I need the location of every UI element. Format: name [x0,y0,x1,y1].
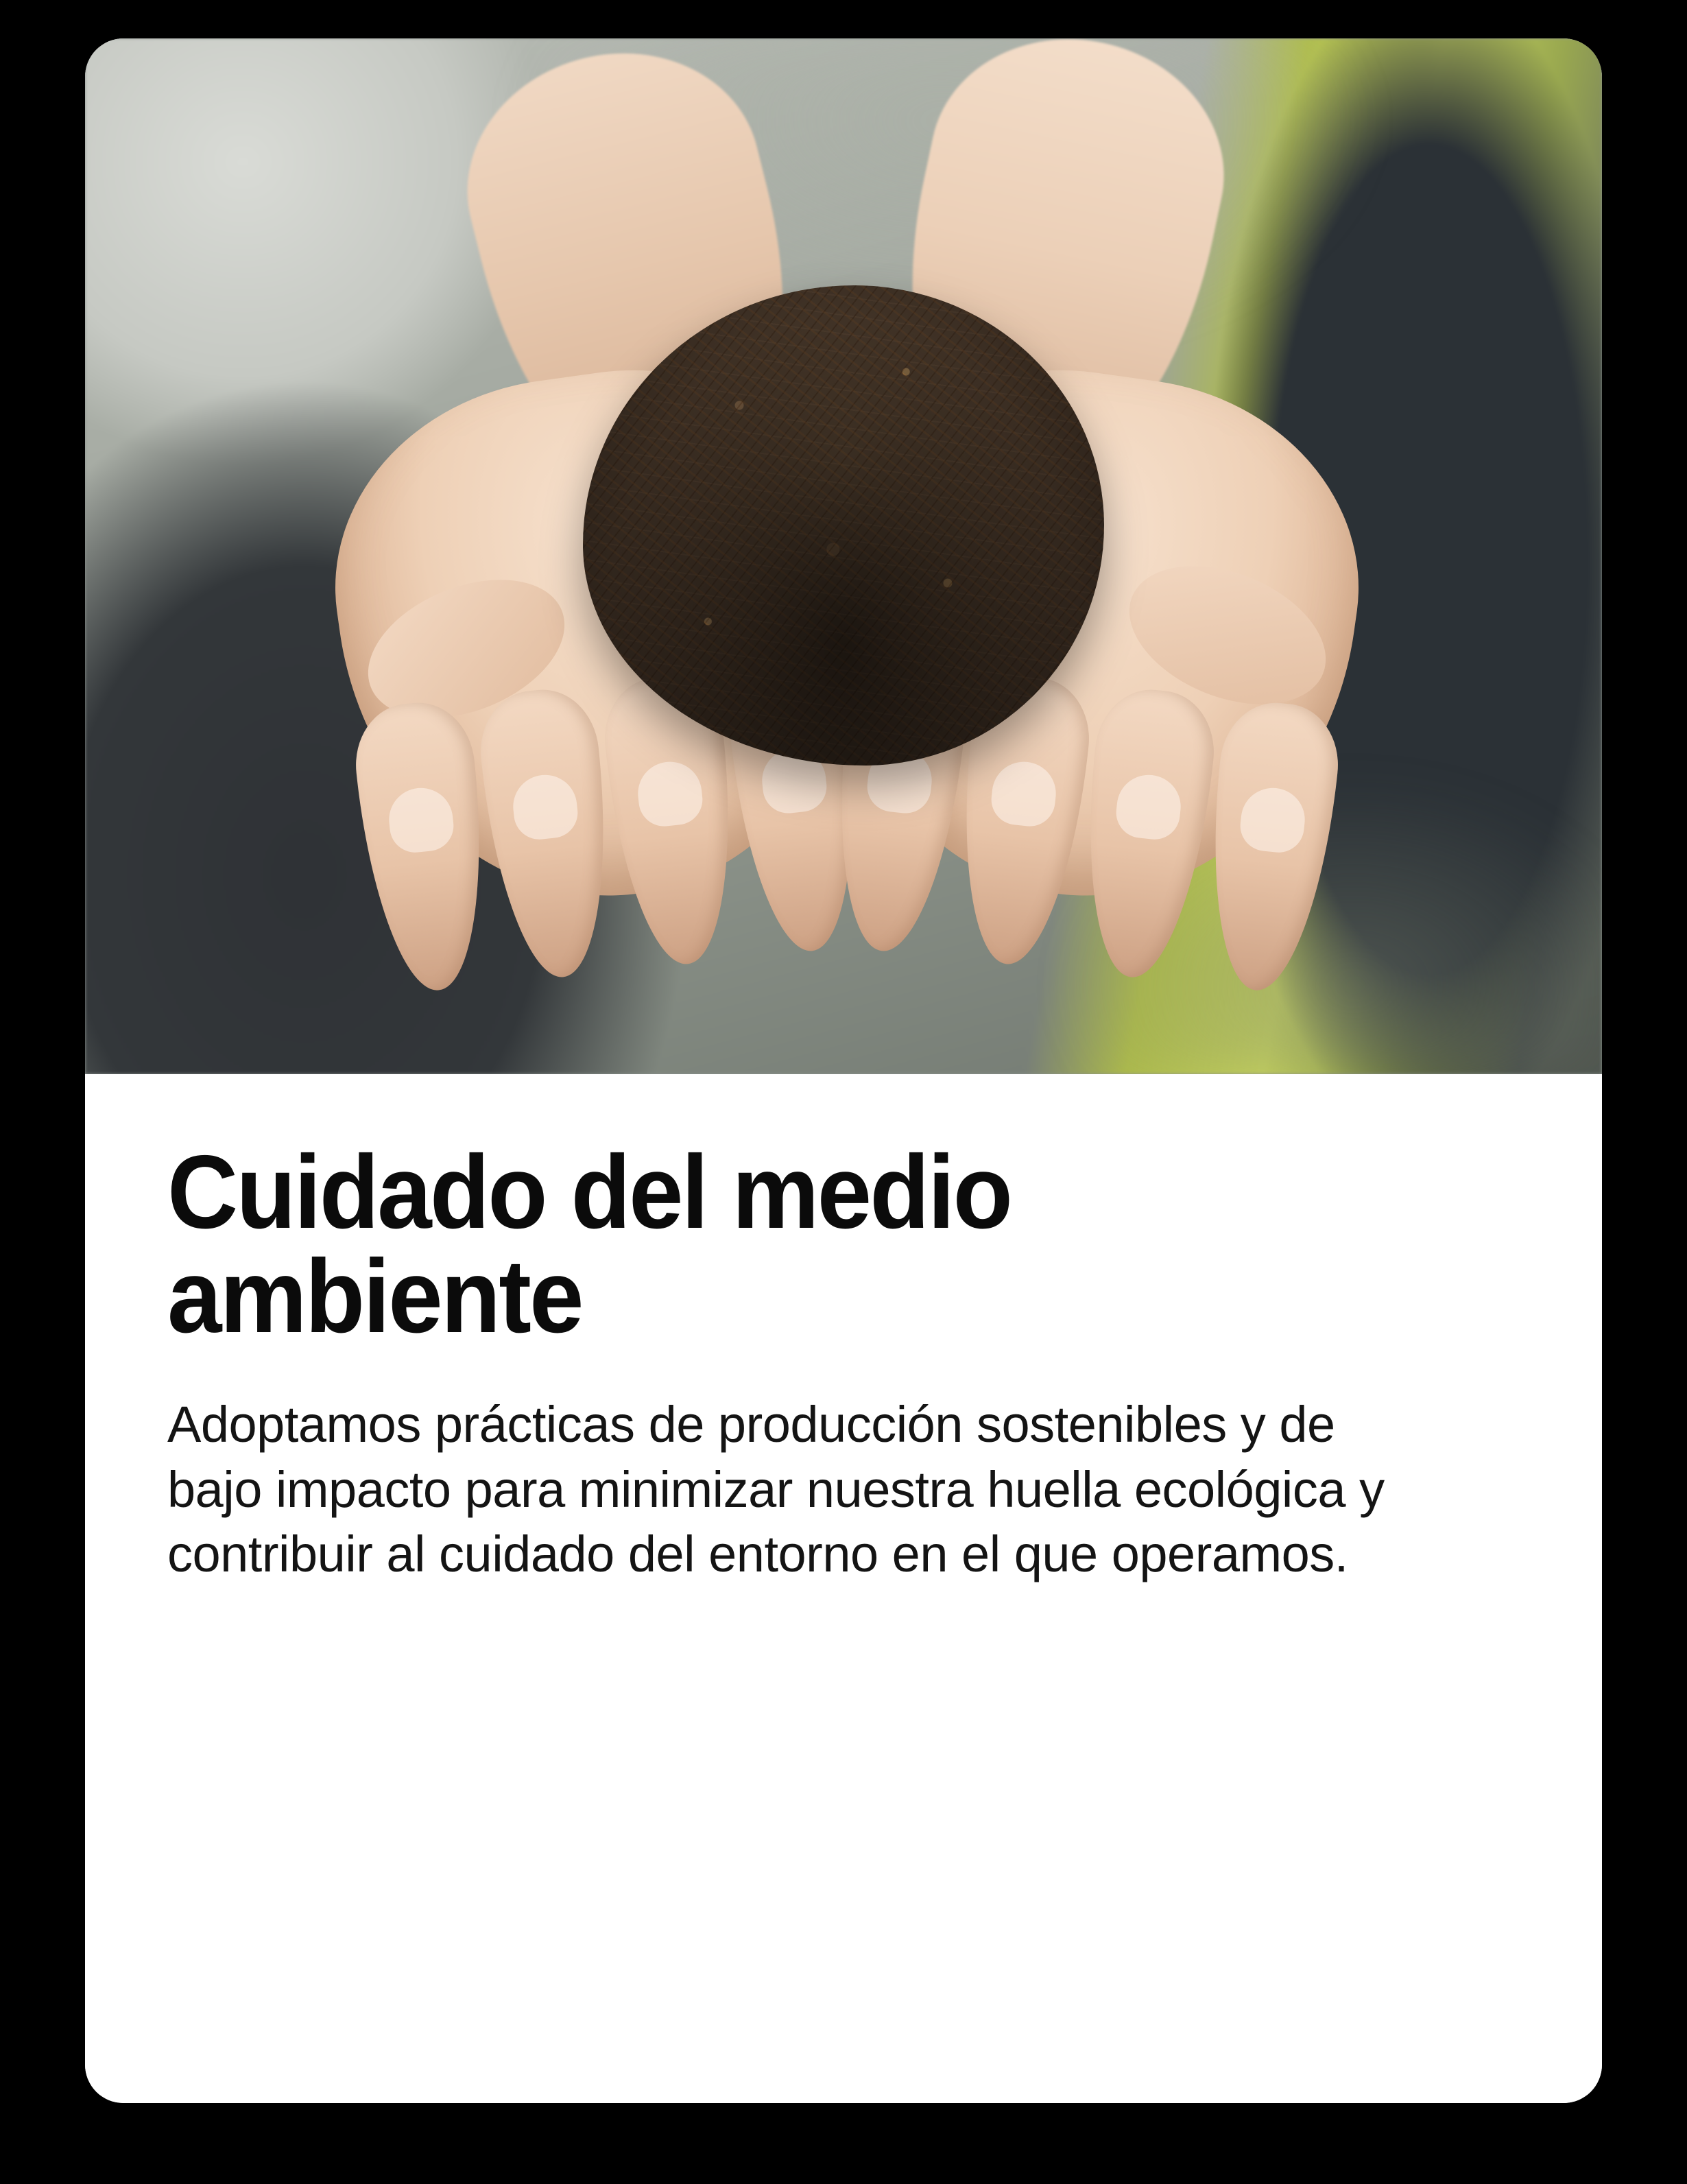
finger [1197,698,1344,997]
card-image [85,38,1602,1074]
hands-holding-soil-illustration [261,80,1426,1040]
fingernail [634,759,704,829]
card-content [85,1074,1602,2103]
fingernail [1238,785,1308,855]
card-description: Adoptamos prácticas de producción sostenibles y de bajo impacto para minimizar nuestra huella ecológica y contribuir al cuidado del entorno en el que operamos. [167,1396,1385,1583]
feature-card[interactable] [85,38,1602,2103]
finger [350,698,497,997]
fingernail [510,772,580,842]
finger [1072,685,1219,984]
fingernail [385,785,455,855]
card-title: Cuidado del medio ambiente [167,1134,1012,1355]
fingernail [989,759,1059,829]
finger [475,685,622,984]
fingernail [1114,772,1184,842]
